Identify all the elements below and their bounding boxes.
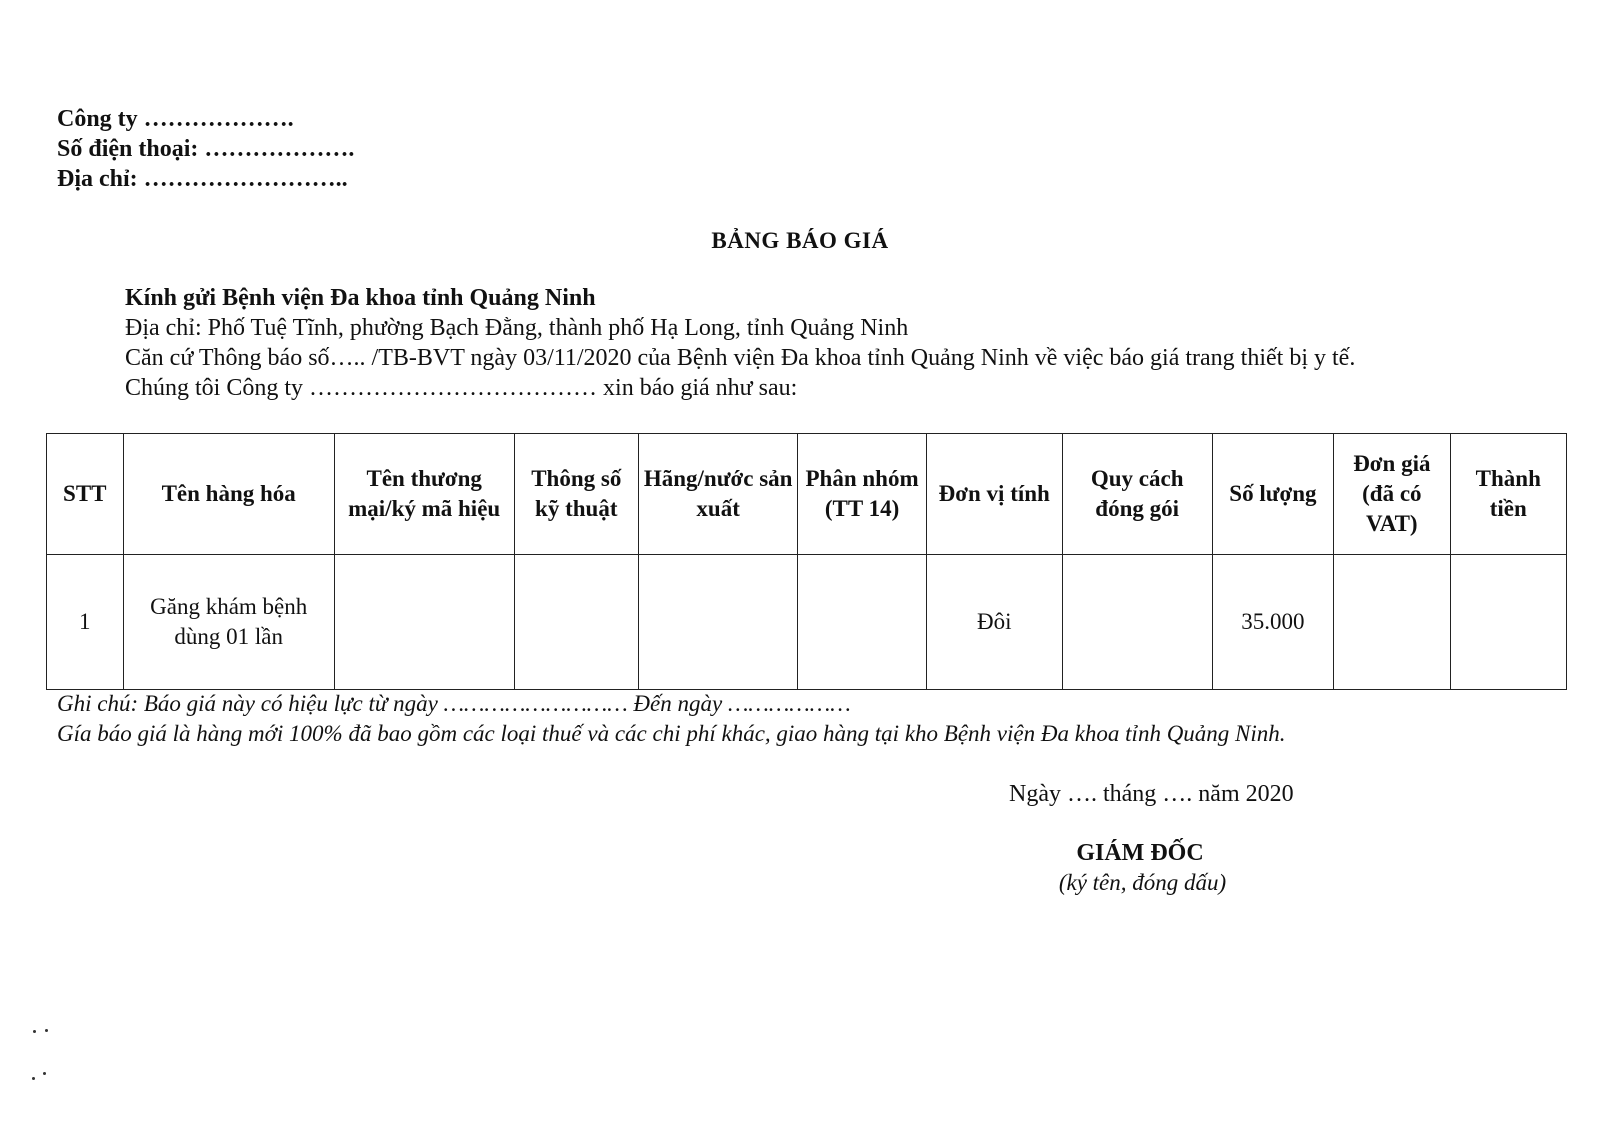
scan-speck [33,1030,36,1033]
column-header-item-name: Tên hàng hóa [123,434,334,555]
column-header-quantity: Số lượng [1212,434,1333,555]
cell-group [798,555,927,690]
statement-line: Chúng tôi Công ty ……………………………… xin báo giá như sau: [125,375,798,401]
cell-item-name: Găng khám bệnh dùng 01 lần [123,555,334,690]
recipient-address: Địa chỉ: Phố Tuệ Tĩnh, phường Bạch Đằng, thành phố Hạ Long, tỉnh Quảng Ninh [125,315,909,341]
column-header-group: Phân nhóm (TT 14) [798,434,927,555]
column-header-unit-price: Đơn giá (đã có VAT) [1334,434,1450,555]
cell-quantity: 35.000 [1212,555,1333,690]
cell-trade-name [334,555,514,690]
table-header-row [47,434,1567,555]
cell-unit-price [1334,555,1450,690]
basis-line: Căn cứ Thông báo số….. /TB-BVT ngày 03/11/2020 của Bệnh viện Đa khoa tỉnh Quảng Ninh về việc báo giá trang thiết bị y tế. [125,345,1356,371]
signature-instruction: (ký tên, đóng dấu) [1058,870,1227,895]
recipient-line: Kính gửi Bệnh viện Đa khoa tỉnh Quảng Ninh [125,285,596,311]
phone-line: Số điện thoại: ………………. [57,136,355,162]
column-header-total: Thành tiền [1450,434,1566,555]
cell-unit: Đôi [926,555,1062,690]
date-line: Ngày …. tháng …. năm 2020 [1009,781,1294,807]
table-row [47,555,1567,690]
column-header-specs: Thông số kỹ thuật [514,434,639,555]
column-header-trade-name: Tên thương mại/ký mã hiệu [334,434,514,555]
column-header-unit: Đơn vị tính [926,434,1062,555]
cell-specs [514,555,639,690]
column-header-stt: STT [47,434,124,555]
cell-stt: 1 [47,555,124,690]
signer-role: GIÁM ĐỐC [1076,840,1204,866]
scan-speck [45,1029,48,1032]
cell-manufacturer [639,555,798,690]
column-header-manufacturer: Hãng/nước sản xuất [639,434,798,555]
address-line: Địa chỉ: …………………….. [57,166,348,192]
cell-packaging [1062,555,1212,690]
price-terms-note: Gía báo giá là hàng mới 100% đã bao gồm các loại thuế và các chi phí khác, giao hàng tại kho Bệnh viện Đa khoa tỉnh Quảng Ninh. [57,721,1286,746]
scan-speck [32,1077,35,1080]
validity-note: Ghi chú: Báo giá này có hiệu lực từ ngày ……………………… Đến ngày ……………… [57,691,851,716]
column-header-packaging: Quy cách đóng gói [1062,434,1212,555]
document-title: BẢNG BÁO GIÁ [711,228,889,253]
cell-total [1450,555,1566,690]
scan-speck [43,1072,46,1075]
quote-table [46,433,1567,690]
company-line: Công ty ………………. [57,106,294,132]
